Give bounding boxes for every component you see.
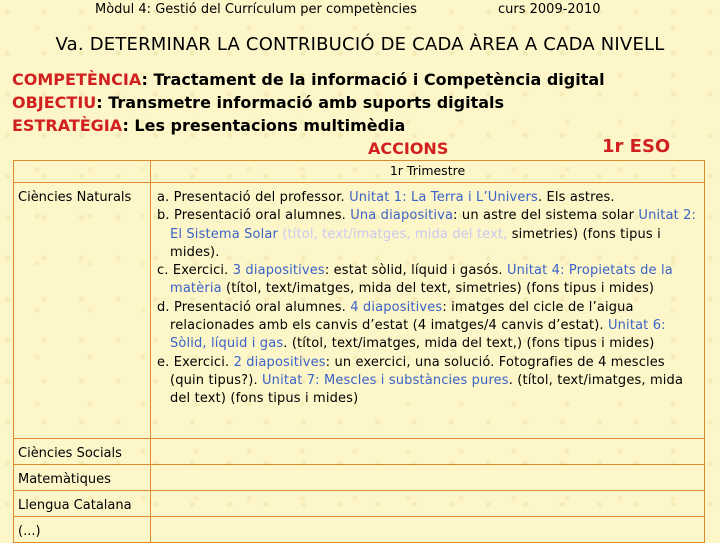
item-text: simetries) (fons tipus i mides). — [170, 226, 661, 260]
estrategia-value: : Les presentacions multimèdia — [122, 116, 406, 135]
subject-cell: Ciències Socials — [14, 439, 151, 465]
slides-link: Una diapositiva — [350, 208, 454, 224]
item-text: d. Presentació oral alumnes. — [157, 299, 351, 315]
unit-link: Unitat 4: Propietats de la matèria — [170, 263, 673, 297]
action-item-b — [157, 207, 700, 262]
empty-cell — [151, 517, 705, 543]
item-text: . (títol, text/imatges, mida del text) (fons tipus i mides) — [170, 372, 684, 407]
table-row — [14, 439, 705, 465]
objectiu-value: : Transmetre informació amb suports digitals — [96, 93, 505, 112]
page-title: Va. DETERMINAR LA CONTRIBUCIÓ DE CADA ÀREA A CADA NIVELL — [55, 34, 665, 55]
item-text: : un exercici, una solució. Fotografies de 4 mescles (quin tipus?). — [170, 354, 665, 388]
unit-link: Unitat 7: Mescles i substàncies pures — [262, 372, 509, 388]
unit-link: Unitat 2: El Sistema Solar — [170, 208, 697, 242]
subject-cell: Llengua Catalana — [14, 491, 151, 517]
empty-cell — [151, 465, 705, 491]
table-row — [14, 183, 705, 439]
item-text: : estat sòlid, líquid i gasós. — [324, 263, 507, 279]
actions-table — [13, 160, 705, 543]
objectiu-line — [12, 93, 504, 112]
action-item-a — [157, 189, 700, 207]
item-text: a. Presentació del professor. — [157, 190, 350, 205]
item-text: e. Exercici. — [157, 354, 234, 370]
item-text-faded: (títol, text/imatges, mida del text, — [277, 226, 512, 242]
competencia-value: : Tractament de la informació i Competència digital — [141, 70, 605, 89]
action-item-d — [157, 299, 700, 354]
action-item-e — [157, 354, 700, 409]
item-text: . Els astres. — [537, 190, 615, 205]
actions-cell — [151, 183, 705, 439]
action-item-c — [157, 262, 700, 299]
empty-cell — [151, 439, 705, 465]
competencia-line — [12, 70, 605, 89]
item-text: : imatges del cicle de l’aigua relacionades amb els canvis d’estat (4 imatges/4 canvis d’estat). — [170, 299, 634, 334]
table-header-row — [14, 161, 705, 183]
slides-link: 4 diapositives — [350, 299, 443, 315]
objectiu-key: OBJECTIU — [12, 93, 97, 112]
slides-link: 2 diapositives — [233, 354, 326, 370]
table-corner-cell — [14, 161, 151, 183]
subject-cell: Matemàtiques — [14, 465, 151, 491]
trimestre-header: 1r Trimestre — [151, 161, 705, 183]
empty-cell — [151, 491, 705, 517]
unit-link: Unitat 6: Sòlid, líquid i gas — [170, 318, 666, 352]
table-row — [14, 517, 705, 543]
slides-link: 3 diapositives — [232, 263, 325, 279]
header-course: curs 2009-2010 — [498, 2, 601, 17]
subject-cell: (...) — [14, 517, 151, 543]
estrategia-line — [12, 116, 405, 135]
competencia-key: COMPETÈNCIA — [12, 70, 142, 89]
subject-cell: Ciències Naturals — [14, 183, 151, 439]
item-text: b. Presentació oral alumnes. — [157, 208, 351, 224]
item-text: : un astre del sistema solar — [453, 208, 639, 224]
unit-link: Unitat 1: La Terra i L’Univers — [349, 190, 538, 205]
header-module: Mòdul 4: Gestió del Currículum per competències — [95, 2, 417, 17]
item-text: . (títol, text/imatges, mida del text,) (fons tipus i mides) — [283, 336, 655, 352]
item-text: (títol, text/imatges, mida del text, simetries) (fons tipus i mides) — [221, 281, 655, 297]
estrategia-key: ESTRATÈGIA — [12, 116, 123, 135]
table-row — [14, 465, 705, 491]
item-text: c. Exercici. — [157, 263, 233, 279]
level-label: 1r ESO — [602, 136, 671, 157]
table-row — [14, 491, 705, 517]
accions-heading: ACCIONS — [368, 139, 449, 158]
